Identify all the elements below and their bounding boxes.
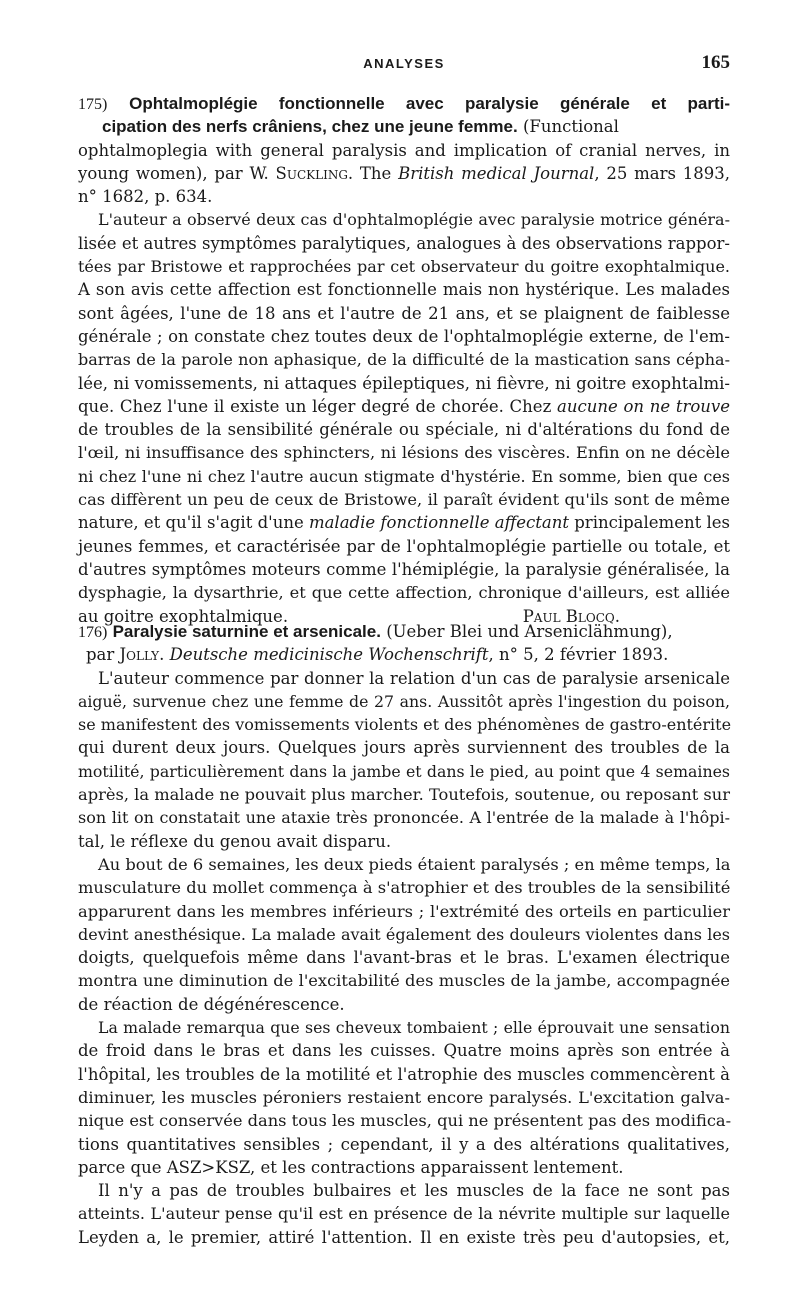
article-title: cipation des nerfs crâniens, chez une jeune femme.: [102, 117, 518, 137]
article-reference: (Ueber Blei und Arseniclähmung),: [380, 622, 673, 641]
article-reference-line: ophtalmoplegia with general paralysis and implication of cranial nerves, in: [78, 140, 730, 160]
paragraph-line: l'œil, ni insuffisance des sphincters, ni lésions des viscères. Enfin on ne décèle: [78, 443, 730, 463]
paragraph-line: au goitre exophtalmique. Paul Blocq.: [78, 605, 730, 628]
paragraph-line: après, la malade ne pouvait plus marcher. Toutefois, soutenue, ou reposant sur: [78, 785, 730, 805]
paragraph-line: d'autres symptômes moteurs comme l'hémiplégie, la paralysie généralisée, la: [78, 559, 730, 579]
article-title-line: [78, 620, 730, 643]
paragraph-line: de réaction de dégénérescence.: [78, 994, 345, 1014]
article-number: 176): [78, 624, 108, 641]
paragraph-line: nique est conservée dans tous les muscles, qui ne présentent pas des modifica-: [78, 1111, 732, 1131]
running-title: ANALYSES: [363, 56, 445, 71]
article-reference-line: n° 1682, p. 634.: [78, 187, 213, 207]
paragraph-line: ni chez l'une ni chez l'autre aucun stigmate d'hystérie. En somme, bien que ces: [78, 466, 730, 486]
author-name: Jolly: [119, 645, 160, 665]
paragraph-line: Leyden a, le premier, attiré l'attention. Il en existe très peu d'autopsies, et,: [78, 1227, 730, 1247]
paragraph-line: L'auteur a observé deux cas d'ophtalmoplégie avec paralysie motrice généra-: [98, 210, 730, 230]
paragraph-line: devint anesthésique. La malade avait également des douleurs violentes dans les: [78, 924, 730, 944]
paragraph-line: parce que ASZ>KSZ, et les contractions apparaissent lentement.: [78, 1157, 624, 1177]
paragraph-line: de froid dans le bras et dans les cuisses. Quatre moins après son entrée à: [78, 1041, 730, 1061]
paragraph-line: cas diffèrent un peu de ceux de Bristowe, il paraît évident qu'ils sont de même: [78, 490, 730, 510]
paragraph-line: Il n'y a pas de troubles bulbaires et les muscles de la face ne sont pas: [98, 1181, 730, 1201]
paragraph-line: générale ; on constate chez toutes deux de l'ophtalmoplégie externe, de l'em-: [78, 326, 730, 346]
paragraph-line: A son avis cette affection est fonctionnelle mais non hystérique. Les malades: [78, 280, 730, 300]
paragraph-line: nature, et qu'il s'agit d'une maladie fonctionnelle affectant principalement les: [78, 513, 730, 533]
article-title: Ophtalmoplégie fonctionnelle avec paralysie générale et parti-: [129, 94, 731, 113]
paragraph-line: Au bout de 6 semaines, les deux pieds étaient paralysés ; en même temps, la: [98, 854, 731, 874]
journal-title: Deutsche medicinische Wochenschrift: [169, 645, 489, 665]
paragraph-line: lisée et autres symptômes paralytiques, analogues à des observations rappor-: [78, 233, 730, 253]
paragraph-line: L'auteur commence par donner la relation d'un cas de paralysie arsenicale: [98, 668, 730, 688]
paragraph-line: barras de la parole non aphasique, de la difficulté de la mastication sans cépha-: [78, 350, 730, 370]
paragraph-line: jeunes femmes, et caractérisée par de l'ophtalmoplégie partielle ou totale, et: [78, 536, 730, 556]
paragraph-line: sont âgées, l'une de 18 ans et l'autre de 21 ans, et se plaignent de faiblesse: [78, 303, 730, 323]
paragraph-line: son lit on constatait une ataxie très prononcée. A l'entrée de la malade à l'hôpi-: [78, 808, 730, 828]
paragraph-line: qui durent deux jours. Quelques jours après surviennent des troubles de la: [78, 738, 730, 758]
page-number: 165: [701, 52, 730, 73]
paragraph-line: aiguë, survenue chez une femme de 27 ans. Aussitôt après l'ingestion du poison,: [78, 691, 730, 711]
paragraph-line: que. Chez l'une il existe un léger degré de chorée. Chez aucune on ne trouve: [78, 396, 731, 416]
article-reference: (Functional: [522, 117, 619, 137]
paragraph-line: atteints. L'auteur pense qu'il est en présence de la névrite multiple sur laquelle: [78, 1204, 730, 1224]
author-name: Suckling: [275, 163, 348, 183]
running-head: [78, 52, 730, 74]
article-175: [78, 92, 730, 628]
article-title-line: [78, 115, 730, 138]
paragraph-line: l'hôpital, les troubles de la motilité et l'atrophie des muscles commencèrent à: [78, 1064, 730, 1084]
article-title: Paralysie saturnine et arsenicale.: [112, 622, 381, 641]
paragraph-line: tions quantitatives sensibles ; cependant, il y a des altérations qualitatives,: [78, 1134, 730, 1154]
paragraph-line: tal, le réflexe du genou avait disparu.: [78, 831, 392, 851]
article-reference-line: young women), par W. Suckling. The British medical Journal, 25 mars 1893,: [78, 163, 730, 183]
paragraph-line: diminuer, les muscles péroniers restaient encore paralysés. L'excitation galva-: [78, 1087, 730, 1107]
paragraph-line: de troubles de la sensibilité générale ou spéciale, ni d'altérations du fond de: [78, 420, 730, 440]
paragraph-line: lée, ni vomissements, ni attaques épileptiques, ni fièvre, ni goitre exophtalmi-: [78, 373, 730, 393]
paragraph-line: tées par Bristowe et rapprochées par cet observateur du goitre exophtalmique.: [78, 257, 730, 277]
paragraph-line: musculature du mollet commença à s'atrophier et des troubles de la sensibilité: [78, 878, 731, 898]
article-176: [78, 620, 730, 1249]
article-title-line: [78, 92, 730, 115]
paragraph-line: motilité, particulièrement dans la jambe et dans le pied, au point que 4 semaines: [78, 761, 730, 781]
paragraph-line: doigts, quelquefois même dans l'avant-bras et le bras. L'examen électrique: [78, 948, 730, 968]
paragraph-line: se manifestent des vomissements violents et des phénomènes de gastro-entérite: [78, 715, 732, 735]
paragraph-line: La malade remarqua que ses cheveux tombaient ; elle éprouvait une sensation: [98, 1018, 730, 1038]
signature: Paul Blocq.: [522, 606, 620, 626]
paragraph-line: montra une diminution de l'excitabilité des muscles de la jambe, accompagnée: [78, 971, 730, 991]
article-number: 175): [78, 96, 108, 113]
paragraph-line: apparurent dans les membres inférieurs ; l'extrémité des orteils en particulier: [78, 901, 730, 921]
article-reference-line: par Jolly. Deutsche medicinische Wochenschrift, n° 5, 2 février 1893.: [86, 645, 669, 665]
journal-title: British medical Journal: [398, 163, 595, 183]
paragraph-line: dysphagie, la dysarthrie, et que cette affection, chronique d'ailleurs, est alliée: [78, 583, 730, 603]
